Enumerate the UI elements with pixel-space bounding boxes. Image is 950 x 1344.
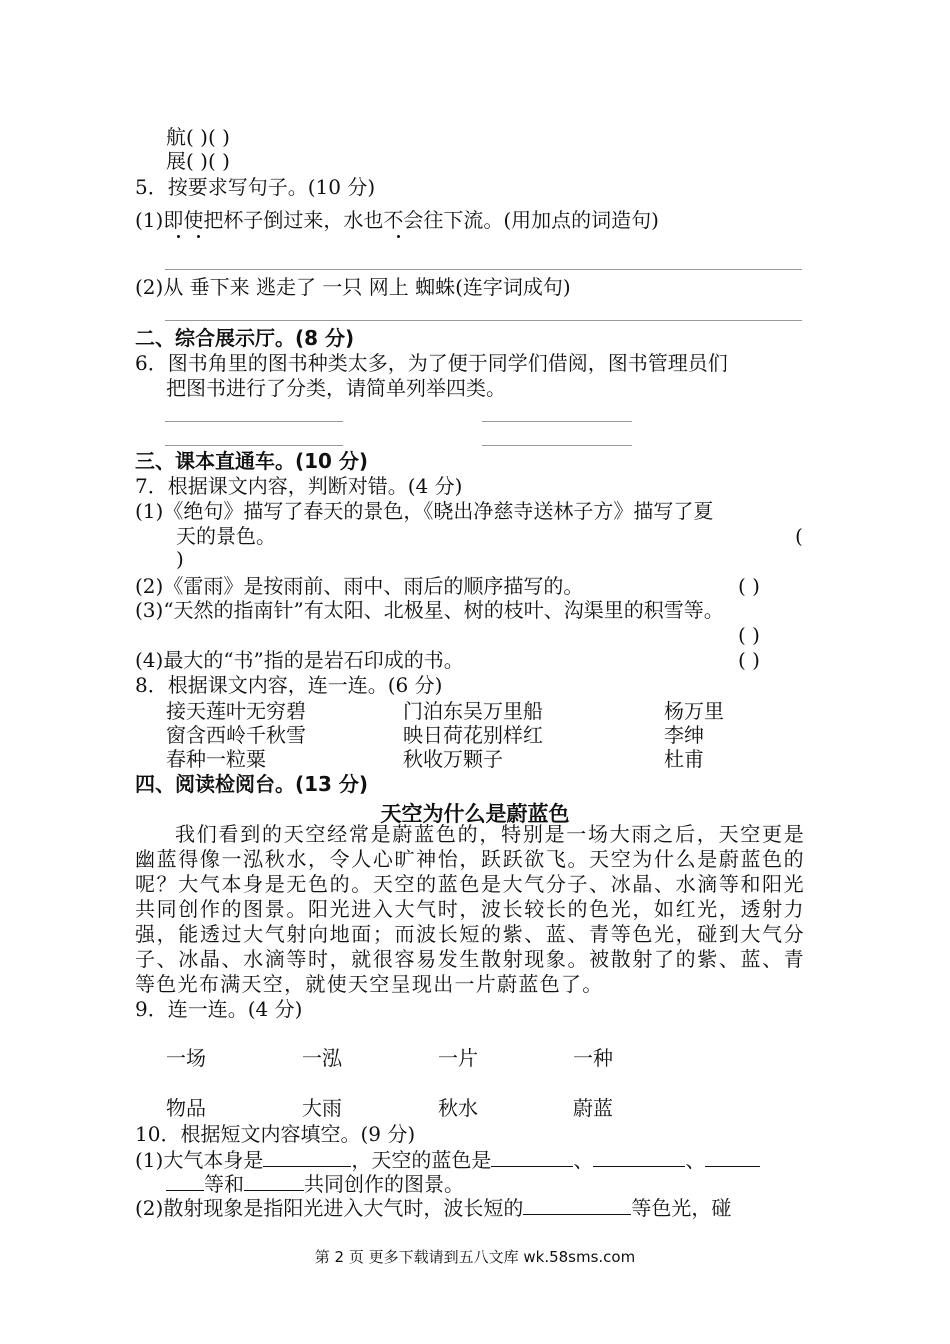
q4-row-zhan <box>166 149 230 173</box>
answer-line[interactable] <box>482 421 632 422</box>
q6-line-1: 6．图书角里的图书种类太多，为了便于同学们借阅，图书管理员们 <box>135 351 728 375</box>
answer-line[interactable] <box>482 445 632 446</box>
q7-item-3: (3)“天然的指南针”有太阳、北极星、树的枝叶、沟渠里的积雪等。 <box>135 598 724 622</box>
emphasis-dot <box>197 235 200 238</box>
q9-bottom-item[interactable]: 大雨 <box>302 1096 342 1120</box>
answer-paren[interactable]: ( ) <box>738 623 760 647</box>
q9-bottom-item[interactable]: 秋水 <box>438 1096 478 1120</box>
fill-blank[interactable] <box>491 1148 573 1167</box>
answer-line[interactable] <box>165 445 343 446</box>
q5-sentence-2: (2)从 垂下来 逃走了 一只 网上 蜘蛛(连字词成句) <box>135 275 571 299</box>
fill-blank[interactable] <box>244 1172 304 1191</box>
section-3-heading: 三、课本直通车。(10 分) <box>135 449 369 473</box>
q10-text: 、 <box>573 1148 594 1172</box>
q8-poet[interactable]: 杨万里 <box>664 699 724 723</box>
reading-passage: 我们看到的天空经常是蔚蓝色的，特别是一场大雨之后，天空更是幽蓝得像一泓秋水，令人心旷神怡，跃跃欲飞。天空为什么是蔚蓝色的呢？大气本身是无色的。天空的蓝色是大气分子、冰晶、水滴等和阳光共同创作的图景。阳光进入大气时，波长较长的色光，如红光，透射力强，能透过大气射向地面；而波长短的紫、蓝、青等色光，碰到大气分子、冰晶、水滴等时，就很容易发生散射现象。被散射了的紫、蓝、青等色光布满天空，就使天空呈现出一片蔚蓝色了。 <box>135 822 805 996</box>
q10-text: (2)散射现象是指阳光进入大气时，波长短的 <box>135 1196 524 1220</box>
q5-title: 5．按要求写句子。(10 分) <box>135 175 376 199</box>
q10-title: 10．根据短文内容填空。(9 分) <box>135 1122 416 1146</box>
answer-line[interactable] <box>165 269 802 270</box>
q9-top-item[interactable]: 一片 <box>438 1046 478 1070</box>
q4-row-hang <box>166 125 230 149</box>
fill-blank[interactable] <box>705 1148 760 1167</box>
q8-line[interactable]: 映日荷花别样红 <box>403 723 543 747</box>
q4-paren-pinyin: ( ) <box>186 149 208 173</box>
section-2-heading: 二、综合展示厅。(8 分) <box>135 326 355 350</box>
q5-sentence-1: (1)即使把杯子倒过来，水也不会往下流。(用加点的词造句) <box>135 208 659 232</box>
q10-text: 等和 <box>204 1172 244 1196</box>
q8-poet[interactable]: 李绅 <box>664 723 704 747</box>
q9-top-item[interactable]: 一泓 <box>302 1046 342 1070</box>
page-footer: 第 2 页 更多下载请到五八文库 wk.58sms.com <box>314 1248 636 1266</box>
q9-top-item[interactable]: 一种 <box>573 1046 613 1070</box>
q10-text: 、 <box>685 1148 706 1172</box>
fill-blank[interactable] <box>523 1196 631 1215</box>
answer-paren-open[interactable]: ( <box>795 524 803 548</box>
answer-line[interactable] <box>165 421 343 422</box>
q6-line-2: 把图书进行了分类，请简单列举四类。 <box>166 376 506 400</box>
q7-item-1: (1)《绝句》描写了春天的景色，《晓出净慈寺送林子方》描写了夏 <box>135 499 714 523</box>
q8-line[interactable]: 接天莲叶无穷碧 <box>166 699 306 723</box>
q10-text: 共同创作的图景。 <box>304 1172 464 1196</box>
q7-title: 7．根据课文内容，判断对错。(4 分) <box>135 474 463 498</box>
q7-item-1-cont: 天的景色。 <box>176 524 276 548</box>
q10-item-1-cont <box>166 1172 464 1196</box>
q7-item-2: (2)《雷雨》是按雨前、雨中、雨后的顺序描写的。 <box>135 574 584 598</box>
answer-paren[interactable]: ( ) <box>738 574 760 598</box>
q4-paren-word: ( ) <box>207 125 230 149</box>
q9-bottom-item[interactable]: 物品 <box>166 1096 206 1120</box>
emphasis-dot <box>397 235 400 238</box>
q10-text: 等色光，碰 <box>631 1196 732 1220</box>
q4-paren-word: ( ) <box>207 149 230 173</box>
emphasis-dot <box>177 235 180 238</box>
q8-poet[interactable]: 杜甫 <box>664 747 704 771</box>
q8-line[interactable]: 秋收万颗子 <box>403 747 503 771</box>
fill-blank[interactable] <box>263 1148 351 1167</box>
answer-paren-close[interactable]: ) <box>176 547 184 571</box>
answer-line[interactable] <box>165 320 802 321</box>
fill-blank[interactable] <box>593 1148 685 1167</box>
q10-text: (1)大气本身是 <box>135 1148 264 1172</box>
q8-title: 8．根据课文内容，连一连。(6 分) <box>135 673 443 697</box>
q8-line[interactable]: 门泊东吴万里船 <box>403 699 543 723</box>
q9-bottom-item[interactable]: 蔚蓝 <box>573 1096 613 1120</box>
q10-text: ，天空的蓝色是 <box>351 1148 492 1172</box>
q9-title: 9．连一连。(4 分) <box>135 997 303 1021</box>
q10-item-2 <box>135 1196 731 1220</box>
q8-line[interactable]: 窗含西岭千秋雪 <box>166 723 306 747</box>
answer-paren[interactable]: ( ) <box>738 648 760 672</box>
q9-top-item[interactable]: 一场 <box>166 1046 206 1070</box>
q4-char: 航 <box>166 125 186 149</box>
section-4-heading: 四、阅读检阅台。(13 分) <box>135 772 369 796</box>
q10-item-1 <box>135 1148 760 1172</box>
passage-title: 天空为什么是蔚蓝色 <box>380 802 570 826</box>
q4-char: 展 <box>166 149 186 173</box>
q7-item-4: (4)最大的“书”指的是岩石印成的书。 <box>135 648 464 672</box>
q4-paren-pinyin: ( ) <box>186 125 208 149</box>
q8-line[interactable]: 春种一粒粟 <box>166 747 266 771</box>
fill-blank[interactable] <box>166 1172 204 1191</box>
